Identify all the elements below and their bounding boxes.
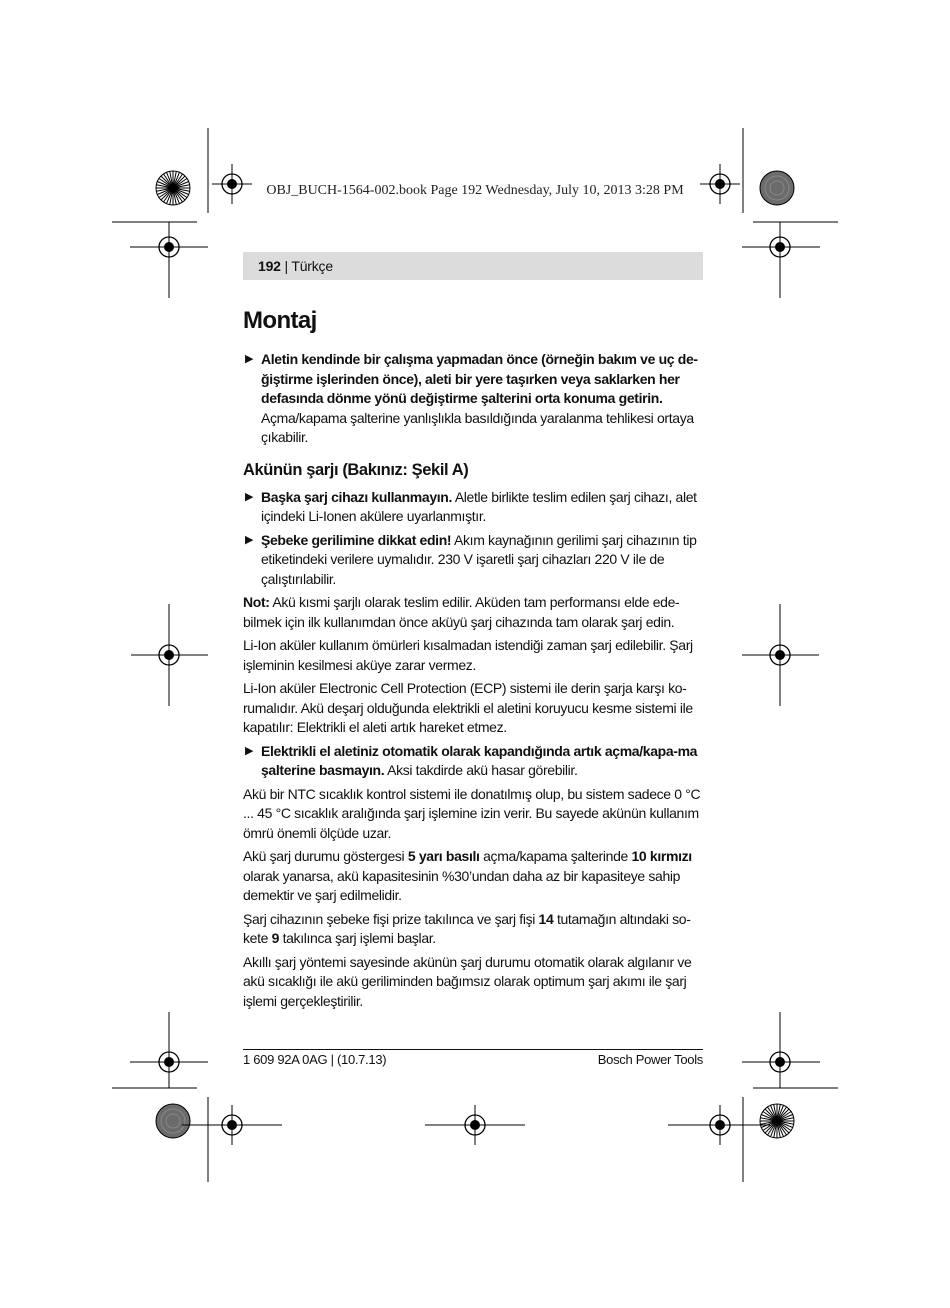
section-title-charging: Akünün şarjı (Bakınız: Şekil A) (243, 460, 469, 479)
file-slug-line: OBJ_BUCH-1564-002.book Page 192 Wednesday, July 10, 2013 3:28 PM (266, 183, 684, 198)
bullet-charger-bold: Başka şarj cihazı kullanmayın. (261, 488, 453, 505)
charging-start-text-3: takılınca şarj işlemi başlar. (279, 930, 436, 946)
bullet-charger-text: Aletle birlikte teslim edilen şarj cihazı, alet içindeki Li-Ionen akülere uyarlanmıştır. (261, 488, 697, 524)
charging-start-ref-14: 14 (538, 910, 554, 927)
section-title-montaj: Montaj (243, 307, 317, 334)
paragraph-ecp: Li-Ion aküler Electronic Cell Protection (ECP) sistemi ile derin şarja karşı ko-rumalıdır. Akü deşarj olduğunda elektrikli el aletini koruyucu kesme sistemi ile kapatılır: Elektrikli el aleti artık hareket etmez. (243, 680, 693, 735)
bullet-voltage (243, 531, 703, 590)
charge-indicator-text-2: açma/kapama şalterinde (479, 848, 632, 864)
page-header-bar (243, 252, 703, 280)
footer-brand: Bosch Power Tools (597, 1052, 703, 1067)
paragraph-charging-start (243, 910, 703, 949)
charging-start-ref-9: 9 (271, 930, 280, 946)
warning-bold-text: Aletin kendinde bir çalışma yapmadan önce (örneğin bakım ve uç de-ğiştirme işlerinden önce), aleti bir yere taşırken veya saklarken her defasında dönme yönü değiştirme şalterini orta konuma getirin. (261, 351, 698, 406)
bullet-auto-off-bold: Elektrikli el aletiniz otomatik olarak kapandığında artık açma/kapa-ma şalterine basmayın. (261, 742, 698, 778)
footer-doc-number: 1 609 92A 0AG | (10.7.13) (243, 1052, 387, 1067)
triangle-bullet-icon: ▶ (245, 533, 254, 546)
bullet-voltage-bold: Şebeke gerilimine dikkat edin! (261, 531, 452, 548)
paragraph-ntc: Akü bir NTC sıcaklık kontrol sistemi ile donatılmış olup, bu sistem sadece 0 °C ... 45 °C sıcaklık aralığında şarj işlemine izin verir. Bu sayede akünün kullanım ömrü önemli ölçüde uzar. (243, 785, 701, 841)
paragraph-li-ion-charging: Li-Ion aküler kullanım ömürleri kısalmadan istendiği zaman şarj edilebilir. Şarj işleminin kesilmesi aküye zarar vermez. (243, 637, 693, 673)
charging-start-text-1: Şarj cihazının şebeke fişi prize takılınca ve şarj fişi (243, 910, 539, 927)
main-content (243, 304, 703, 1015)
note-paragraph (243, 593, 703, 632)
charge-indicator-ref-5: 5 yarı basılı (407, 848, 480, 864)
warning-bullet (243, 350, 703, 448)
bullet-charger (243, 488, 703, 527)
paragraph-smart-charging: Akıllı şarj yöntemi sayesinde akünün şarj durumu otomatik olarak algılanır ve akü sıcaklığı ile akü geriliminden bağımsız olarak optimum şarj akımı ile şarj işlemi gerçekleştirilir. (243, 953, 692, 1009)
triangle-bullet-icon: ▶ (245, 353, 254, 365)
triangle-bullet-icon: ▶ (245, 744, 254, 757)
note-text: Akü kısmi şarjlı olarak teslim edilir. Aküden tam performansı elde ede-bilmek için ilk kullanımdan önce aküyü şarj cihazında tam olarak şarj edin. (243, 594, 680, 630)
charge-indicator-ref-10: 10 kırmızı (631, 848, 692, 864)
charge-indicator-text-3: olarak yanarsa, akü kapasitesinin %30’undan daha az bir kapasiteye sahip demektir ve şarj edilmelidir. (243, 867, 681, 903)
page-number: 192 (258, 258, 281, 274)
bullet-voltage-text: Akım kaynağının gerilimi şarj cihazının tip etiketindeki verilere uymalıdır. 230 V işaretli şarj cihazları 220 V ile de çalıştırılabilir. (261, 531, 697, 587)
charge-indicator-text-1: Akü şarj durumu göstergesi (243, 848, 408, 864)
bullet-auto-off (243, 742, 703, 781)
header-separator: | (280, 258, 292, 274)
header-language: Türkçe (291, 258, 333, 274)
triangle-bullet-icon: ▶ (245, 490, 254, 503)
note-label: Not: (243, 594, 270, 610)
bullet-auto-off-text: Aksi takdirde akü hasar görebilir. (384, 762, 578, 778)
charging-start-text-2: tutamağın altındaki so-kete (243, 910, 691, 946)
footer-rule (243, 1049, 703, 1050)
paragraph-charge-indicator (243, 847, 703, 906)
warning-text: Açma/kapama şalterine yanlışlıkla basıldığında yaralanma tehlikesi ortaya çıkabilir. (261, 409, 694, 445)
